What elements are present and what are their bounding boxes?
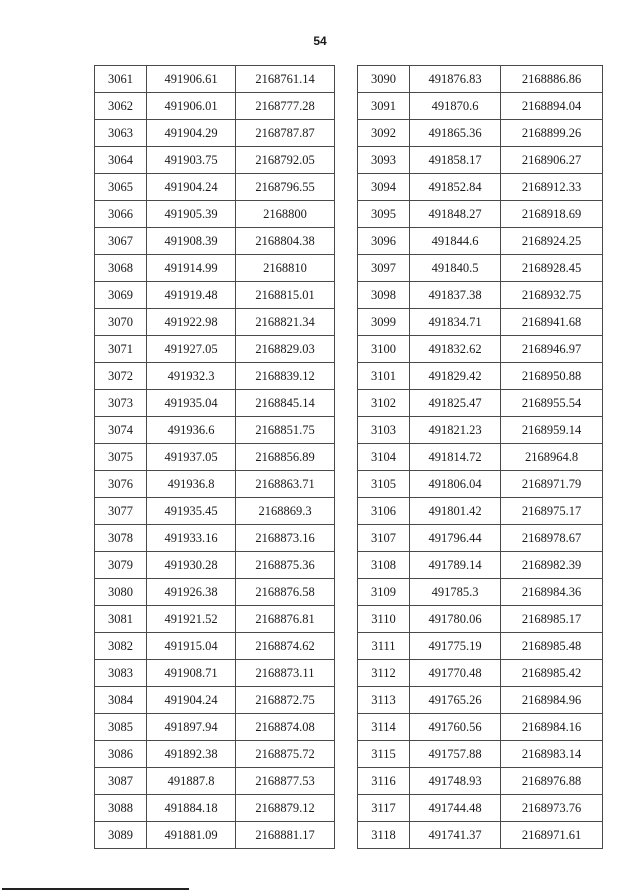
x-coordinate-cell: 491821.23 (410, 417, 501, 444)
point-id-cell: 3087 (95, 768, 147, 795)
point-id-cell: 3110 (358, 606, 410, 633)
x-coordinate-cell: 491834.71 (410, 309, 501, 336)
table-row (95, 201, 335, 228)
x-coordinate-cell: 491789.14 (410, 552, 501, 579)
point-id-cell: 3102 (358, 390, 410, 417)
point-id-cell: 3078 (95, 525, 147, 552)
y-coordinate-cell: 2168941.68 (501, 309, 603, 336)
x-coordinate-cell: 491814.72 (410, 444, 501, 471)
y-coordinate-cell: 2168876.58 (236, 579, 335, 606)
table-row (95, 498, 335, 525)
table-row (95, 255, 335, 282)
table-row (358, 822, 603, 849)
point-id-cell: 3106 (358, 498, 410, 525)
point-id-cell: 3064 (95, 147, 147, 174)
table-row (95, 633, 335, 660)
point-id-cell: 3063 (95, 120, 147, 147)
y-coordinate-cell: 2168983.14 (501, 741, 603, 768)
x-coordinate-cell: 491892.38 (147, 741, 236, 768)
x-coordinate-cell: 491932.3 (147, 363, 236, 390)
x-coordinate-cell: 491825.47 (410, 390, 501, 417)
table-row (358, 228, 603, 255)
point-id-cell: 3080 (95, 579, 147, 606)
point-id-cell: 3089 (95, 822, 147, 849)
table-row (95, 174, 335, 201)
table-row (358, 660, 603, 687)
x-coordinate-cell: 491936.8 (147, 471, 236, 498)
point-id-cell: 3104 (358, 444, 410, 471)
table-row (95, 93, 335, 120)
table-row (95, 471, 335, 498)
x-coordinate-cell: 491919.48 (147, 282, 236, 309)
x-coordinate-cell: 491930.28 (147, 552, 236, 579)
table-row (358, 606, 603, 633)
table-row (95, 822, 335, 849)
point-id-cell: 3062 (95, 93, 147, 120)
y-coordinate-cell: 2168975.17 (501, 498, 603, 525)
point-id-cell: 3085 (95, 714, 147, 741)
table-row (95, 66, 335, 93)
table-row (95, 147, 335, 174)
y-coordinate-cell: 2168821.34 (236, 309, 335, 336)
table-row (358, 795, 603, 822)
table-row (358, 714, 603, 741)
table-row (95, 228, 335, 255)
point-id-cell: 3095 (358, 201, 410, 228)
table-row (95, 390, 335, 417)
point-id-cell: 3088 (95, 795, 147, 822)
point-id-cell: 3075 (95, 444, 147, 471)
table-row (95, 417, 335, 444)
table-row (95, 660, 335, 687)
table-row (358, 66, 603, 93)
point-id-cell: 3114 (358, 714, 410, 741)
x-coordinate-cell: 491775.19 (410, 633, 501, 660)
x-coordinate-cell: 491933.16 (147, 525, 236, 552)
point-id-cell: 3084 (95, 687, 147, 714)
point-id-cell: 3116 (358, 768, 410, 795)
x-coordinate-cell: 491848.27 (410, 201, 501, 228)
table-row (95, 741, 335, 768)
x-coordinate-cell: 491741.37 (410, 822, 501, 849)
x-coordinate-cell: 491937.05 (147, 444, 236, 471)
point-id-cell: 3071 (95, 336, 147, 363)
x-coordinate-cell: 491870.6 (410, 93, 501, 120)
x-coordinate-cell: 491905.39 (147, 201, 236, 228)
x-coordinate-cell: 491908.71 (147, 660, 236, 687)
y-coordinate-cell: 2168872.75 (236, 687, 335, 714)
y-coordinate-cell: 2168875.36 (236, 552, 335, 579)
y-coordinate-cell: 2168800 (236, 201, 335, 228)
y-coordinate-cell: 2168985.17 (501, 606, 603, 633)
y-coordinate-cell: 2168815.01 (236, 282, 335, 309)
point-id-cell: 3067 (95, 228, 147, 255)
x-coordinate-cell: 491757.88 (410, 741, 501, 768)
x-coordinate-cell: 491903.75 (147, 147, 236, 174)
y-coordinate-cell: 2168873.16 (236, 525, 335, 552)
y-coordinate-cell: 2168856.89 (236, 444, 335, 471)
point-id-cell: 3107 (358, 525, 410, 552)
point-id-cell: 3118 (358, 822, 410, 849)
y-coordinate-cell: 2168964.8 (501, 444, 603, 471)
x-coordinate-cell: 491904.24 (147, 687, 236, 714)
y-coordinate-cell: 2168869.3 (236, 498, 335, 525)
x-coordinate-cell: 491806.04 (410, 471, 501, 498)
point-id-cell: 3092 (358, 120, 410, 147)
y-coordinate-cell: 2168984.36 (501, 579, 603, 606)
point-id-cell: 3099 (358, 309, 410, 336)
footnote-separator (2, 888, 189, 890)
table-row (358, 363, 603, 390)
point-id-cell: 3096 (358, 228, 410, 255)
y-coordinate-cell: 2168877.53 (236, 768, 335, 795)
x-coordinate-cell: 491765.26 (410, 687, 501, 714)
y-coordinate-cell: 2168873.11 (236, 660, 335, 687)
y-coordinate-cell: 2168950.88 (501, 363, 603, 390)
y-coordinate-cell: 2168928.45 (501, 255, 603, 282)
x-coordinate-cell: 491744.48 (410, 795, 501, 822)
table-row (358, 444, 603, 471)
point-id-cell: 3100 (358, 336, 410, 363)
point-id-cell: 3098 (358, 282, 410, 309)
y-coordinate-cell: 2168973.76 (501, 795, 603, 822)
point-id-cell: 3115 (358, 741, 410, 768)
table-row (358, 498, 603, 525)
point-id-cell: 3097 (358, 255, 410, 282)
point-id-cell: 3070 (95, 309, 147, 336)
x-coordinate-cell: 491884.18 (147, 795, 236, 822)
y-coordinate-cell: 2168761.14 (236, 66, 335, 93)
table-row (358, 471, 603, 498)
y-coordinate-cell: 2168886.86 (501, 66, 603, 93)
point-id-cell: 3113 (358, 687, 410, 714)
x-coordinate-cell: 491904.24 (147, 174, 236, 201)
point-id-cell: 3066 (95, 201, 147, 228)
x-coordinate-cell: 491796.44 (410, 525, 501, 552)
x-coordinate-cell: 491852.84 (410, 174, 501, 201)
y-coordinate-cell: 2168894.04 (501, 93, 603, 120)
x-coordinate-cell: 491914.99 (147, 255, 236, 282)
table-row (95, 552, 335, 579)
point-id-cell: 3101 (358, 363, 410, 390)
y-coordinate-cell: 2168971.61 (501, 822, 603, 849)
y-coordinate-cell: 2168899.26 (501, 120, 603, 147)
x-coordinate-cell: 491858.17 (410, 147, 501, 174)
table-row (358, 417, 603, 444)
y-coordinate-cell: 2168804.38 (236, 228, 335, 255)
y-coordinate-cell: 2168906.27 (501, 147, 603, 174)
point-id-cell: 3065 (95, 174, 147, 201)
y-coordinate-cell: 2168810 (236, 255, 335, 282)
point-id-cell: 3103 (358, 417, 410, 444)
y-coordinate-cell: 2168924.25 (501, 228, 603, 255)
table-row (358, 552, 603, 579)
point-id-cell: 3076 (95, 471, 147, 498)
y-coordinate-cell: 2168863.71 (236, 471, 335, 498)
table-row (95, 282, 335, 309)
x-coordinate-cell: 491921.52 (147, 606, 236, 633)
y-coordinate-cell: 2168881.17 (236, 822, 335, 849)
point-id-cell: 3091 (358, 93, 410, 120)
table-row (358, 201, 603, 228)
point-id-cell: 3068 (95, 255, 147, 282)
x-coordinate-cell: 491927.05 (147, 336, 236, 363)
point-id-cell: 3082 (95, 633, 147, 660)
x-coordinate-cell: 491915.04 (147, 633, 236, 660)
y-coordinate-cell: 2168918.69 (501, 201, 603, 228)
table-row (358, 390, 603, 417)
y-coordinate-cell: 2168851.75 (236, 417, 335, 444)
y-coordinate-cell: 2168959.14 (501, 417, 603, 444)
table-row (358, 336, 603, 363)
table-row (358, 309, 603, 336)
y-coordinate-cell: 2168912.33 (501, 174, 603, 201)
x-coordinate-cell: 491906.01 (147, 93, 236, 120)
table-row (95, 714, 335, 741)
table-row (358, 525, 603, 552)
y-coordinate-cell: 2168787.87 (236, 120, 335, 147)
page-number: 54 (313, 34, 327, 48)
table-row (95, 336, 335, 363)
point-id-cell: 3083 (95, 660, 147, 687)
table-row (358, 741, 603, 768)
point-id-cell: 3093 (358, 147, 410, 174)
point-id-cell: 3074 (95, 417, 147, 444)
table-row (95, 687, 335, 714)
table-row (358, 255, 603, 282)
point-id-cell: 3090 (358, 66, 410, 93)
coordinates-table-left (94, 65, 335, 849)
x-coordinate-cell: 491832.62 (410, 336, 501, 363)
coordinates-table-right (357, 65, 603, 849)
y-coordinate-cell: 2168976.88 (501, 768, 603, 795)
y-coordinate-cell: 2168984.96 (501, 687, 603, 714)
point-id-cell: 3105 (358, 471, 410, 498)
x-coordinate-cell: 491785.3 (410, 579, 501, 606)
y-coordinate-cell: 2168985.42 (501, 660, 603, 687)
x-coordinate-cell: 491936.6 (147, 417, 236, 444)
y-coordinate-cell: 2168875.72 (236, 741, 335, 768)
y-coordinate-cell: 2168978.67 (501, 525, 603, 552)
x-coordinate-cell: 491780.06 (410, 606, 501, 633)
x-coordinate-cell: 491897.94 (147, 714, 236, 741)
point-id-cell: 3069 (95, 282, 147, 309)
x-coordinate-cell: 491935.04 (147, 390, 236, 417)
y-coordinate-cell: 2168839.12 (236, 363, 335, 390)
point-id-cell: 3094 (358, 174, 410, 201)
x-coordinate-cell: 491770.48 (410, 660, 501, 687)
x-coordinate-cell: 491904.29 (147, 120, 236, 147)
table-row (358, 282, 603, 309)
x-coordinate-cell: 491844.6 (410, 228, 501, 255)
point-id-cell: 3111 (358, 633, 410, 660)
table-row (95, 309, 335, 336)
table-row (358, 174, 603, 201)
point-id-cell: 3109 (358, 579, 410, 606)
table-row (95, 606, 335, 633)
table-row (358, 687, 603, 714)
table-row (95, 120, 335, 147)
y-coordinate-cell: 2168876.81 (236, 606, 335, 633)
point-id-cell: 3073 (95, 390, 147, 417)
y-coordinate-cell: 2168874.62 (236, 633, 335, 660)
table-row (358, 579, 603, 606)
x-coordinate-cell: 491881.09 (147, 822, 236, 849)
y-coordinate-cell: 2168984.16 (501, 714, 603, 741)
table-row (95, 579, 335, 606)
table-row (358, 120, 603, 147)
table-row (358, 633, 603, 660)
x-coordinate-cell: 491908.39 (147, 228, 236, 255)
y-coordinate-cell: 2168845.14 (236, 390, 335, 417)
y-coordinate-cell: 2168796.55 (236, 174, 335, 201)
y-coordinate-cell: 2168955.54 (501, 390, 603, 417)
table-row (95, 444, 335, 471)
y-coordinate-cell: 2168985.48 (501, 633, 603, 660)
table-row (95, 795, 335, 822)
x-coordinate-cell: 491887.8 (147, 768, 236, 795)
y-coordinate-cell: 2168946.97 (501, 336, 603, 363)
point-id-cell: 3086 (95, 741, 147, 768)
table-row (95, 525, 335, 552)
table-row (358, 93, 603, 120)
point-id-cell: 3081 (95, 606, 147, 633)
table-row (358, 147, 603, 174)
x-coordinate-cell: 491876.83 (410, 66, 501, 93)
y-coordinate-cell: 2168792.05 (236, 147, 335, 174)
x-coordinate-cell: 491837.38 (410, 282, 501, 309)
x-coordinate-cell: 491935.45 (147, 498, 236, 525)
point-id-cell: 3061 (95, 66, 147, 93)
x-coordinate-cell: 491840.5 (410, 255, 501, 282)
x-coordinate-cell: 491801.42 (410, 498, 501, 525)
point-id-cell: 3117 (358, 795, 410, 822)
y-coordinate-cell: 2168777.28 (236, 93, 335, 120)
point-id-cell: 3077 (95, 498, 147, 525)
y-coordinate-cell: 2168932.75 (501, 282, 603, 309)
point-id-cell: 3079 (95, 552, 147, 579)
x-coordinate-cell: 491926.38 (147, 579, 236, 606)
y-coordinate-cell: 2168879.12 (236, 795, 335, 822)
table-row (95, 768, 335, 795)
point-id-cell: 3108 (358, 552, 410, 579)
x-coordinate-cell: 491922.98 (147, 309, 236, 336)
table-row (95, 363, 335, 390)
y-coordinate-cell: 2168971.79 (501, 471, 603, 498)
x-coordinate-cell: 491906.61 (147, 66, 236, 93)
y-coordinate-cell: 2168874.08 (236, 714, 335, 741)
x-coordinate-cell: 491748.93 (410, 768, 501, 795)
x-coordinate-cell: 491760.56 (410, 714, 501, 741)
y-coordinate-cell: 2168829.03 (236, 336, 335, 363)
x-coordinate-cell: 491829.42 (410, 363, 501, 390)
y-coordinate-cell: 2168982.39 (501, 552, 603, 579)
point-id-cell: 3112 (358, 660, 410, 687)
table-row (358, 768, 603, 795)
x-coordinate-cell: 491865.36 (410, 120, 501, 147)
point-id-cell: 3072 (95, 363, 147, 390)
